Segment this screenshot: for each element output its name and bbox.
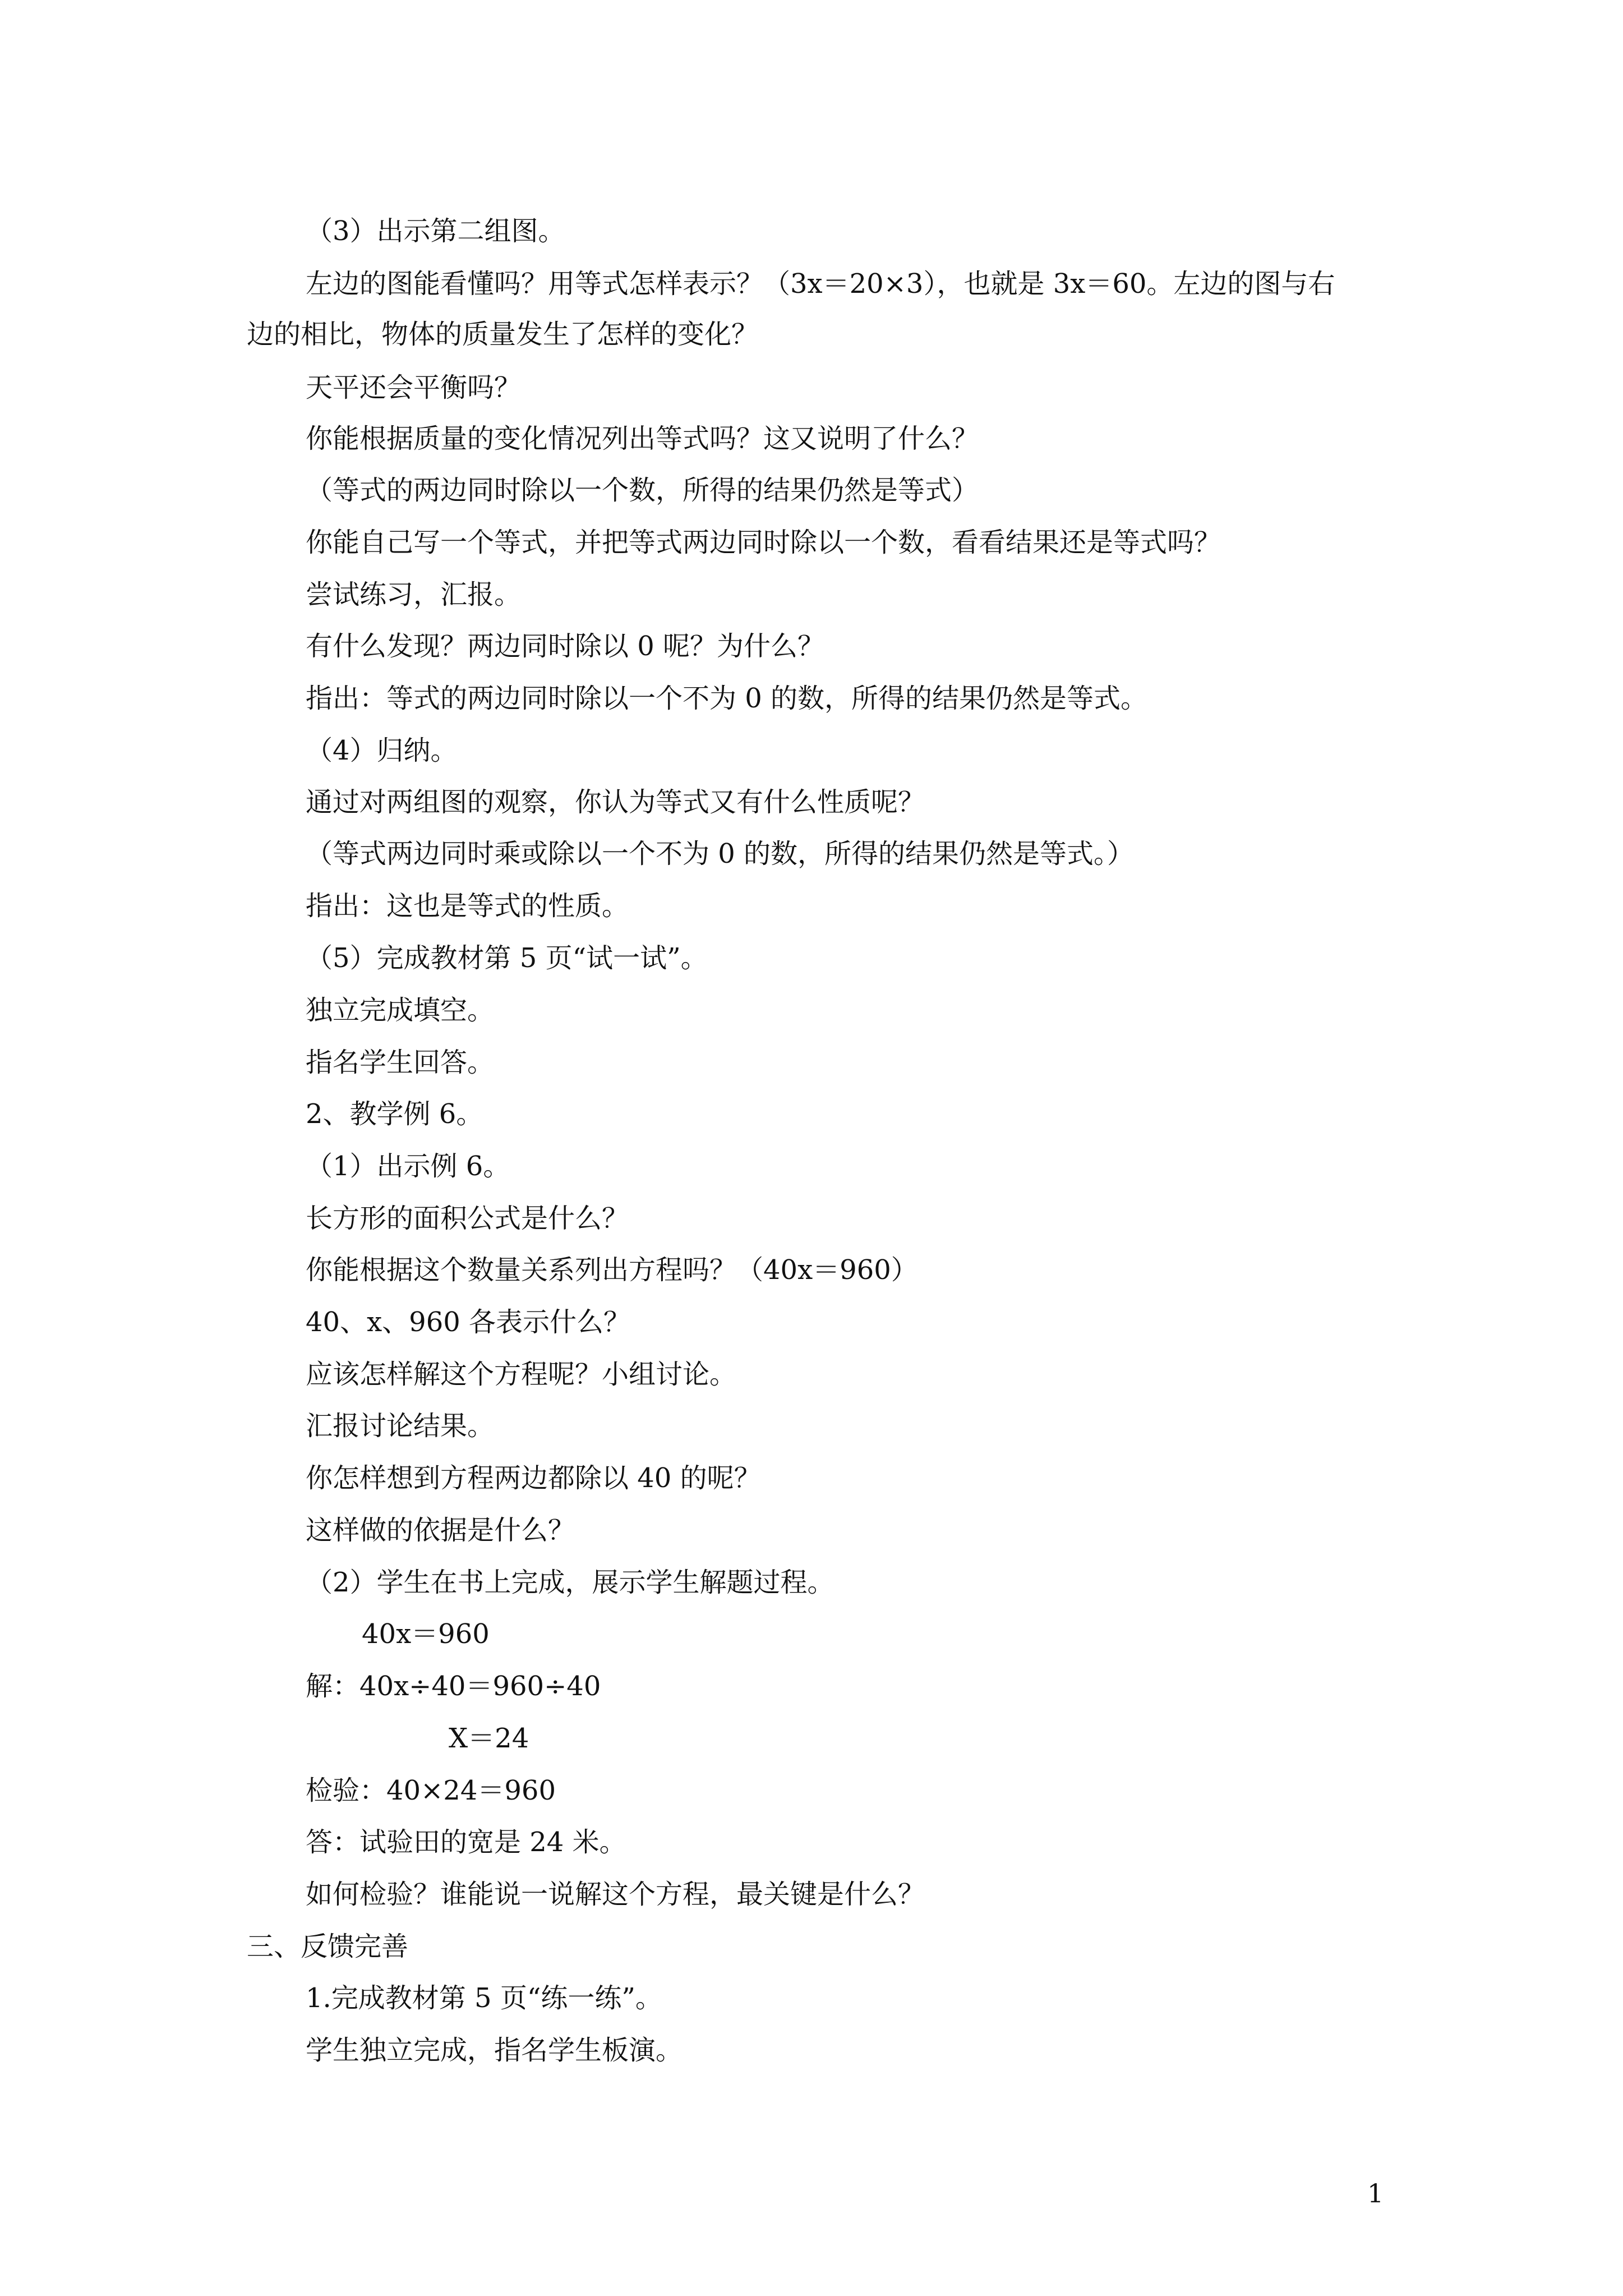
text-line: 如何检验？谁能说一说解这个方程，最关键是什么？ bbox=[306, 1879, 925, 1910]
text-line: 左边的图能看懂吗？用等式怎样表示？（3x＝20×3），也就是 3x＝60。左边的图与右 bbox=[306, 268, 1335, 300]
text-line: 指出：这也是等式的性质。 bbox=[306, 890, 629, 922]
equation-line: 40x＝960 bbox=[362, 1618, 490, 1650]
text-line: 尝试练习，汇报。 bbox=[306, 579, 522, 610]
equation-line: 解：40x÷40＝960÷40 bbox=[306, 1671, 601, 1702]
text-line: 长方形的面积公式是什么？ bbox=[306, 1203, 629, 1234]
text-line: 这样做的依据是什么？ bbox=[306, 1515, 575, 1546]
equation-line: X＝24 bbox=[449, 1723, 529, 1754]
text-line: （2）学生在书上完成，展示学生解题过程。 bbox=[306, 1567, 834, 1598]
text-line: （等式两边同时乘或除以一个不为 0 的数，所得的结果仍然是等式。） bbox=[306, 838, 1135, 869]
text-line: 学生独立完成，指名学生板演。 bbox=[306, 2035, 683, 2066]
text-line: 40、x、960 各表示什么？ bbox=[306, 1306, 631, 1338]
text-line: 有什么发现？两边同时除以 0 呢？为什么？ bbox=[306, 631, 825, 662]
text-line: 你怎样想到方程两边都除以 40 的呢？ bbox=[306, 1462, 761, 1494]
text-line: （4）归纳。 bbox=[306, 735, 458, 766]
text-line: 通过对两组图的观察，你认为等式又有什么性质呢？ bbox=[306, 786, 925, 818]
text-line: 答：试验田的宽是 24 米。 bbox=[306, 1826, 626, 1858]
text-line: （等式的两边同时除以一个数，所得的结果仍然是等式） bbox=[306, 475, 979, 506]
text-line: 独立完成填空。 bbox=[306, 995, 495, 1026]
text-line: （5）完成教材第 5 页“试一试”。 bbox=[306, 942, 708, 974]
section-heading: 三、反馈完善 bbox=[247, 1931, 409, 1962]
text-line: 2、教学例 6。 bbox=[306, 1098, 483, 1130]
text-line: 检验：40×24＝960 bbox=[306, 1775, 556, 1806]
page-number: 1 bbox=[1367, 2178, 1384, 2208]
text-line: （1）出示例 6。 bbox=[306, 1151, 510, 1182]
text-line: 指名学生回答。 bbox=[306, 1047, 495, 1078]
text-line: 指出：等式的两边同时除以一个不为 0 的数，所得的结果仍然是等式。 bbox=[306, 683, 1148, 714]
text-line: 1.完成教材第 5 页“练一练”。 bbox=[306, 1982, 662, 2014]
text-line: 汇报讨论结果。 bbox=[306, 1410, 495, 1442]
text-line: 边的相比，物体的质量发生了怎样的变化？ bbox=[247, 319, 759, 350]
text-line: 你能自己写一个等式，并把等式两边同时除以一个数，看看结果还是等式吗？ bbox=[306, 527, 1221, 558]
text-line: （3）出示第二组图。 bbox=[306, 215, 565, 247]
text-line: 应该怎样解这个方程呢？小组讨论。 bbox=[306, 1359, 737, 1390]
text-line: 天平还会平衡吗？ bbox=[306, 372, 522, 403]
text-line: 你能根据这个数量关系列出方程吗？（40x＝960） bbox=[306, 1254, 918, 1286]
text-line: 你能根据质量的变化情况列出等式吗？这又说明了什么？ bbox=[306, 423, 979, 454]
